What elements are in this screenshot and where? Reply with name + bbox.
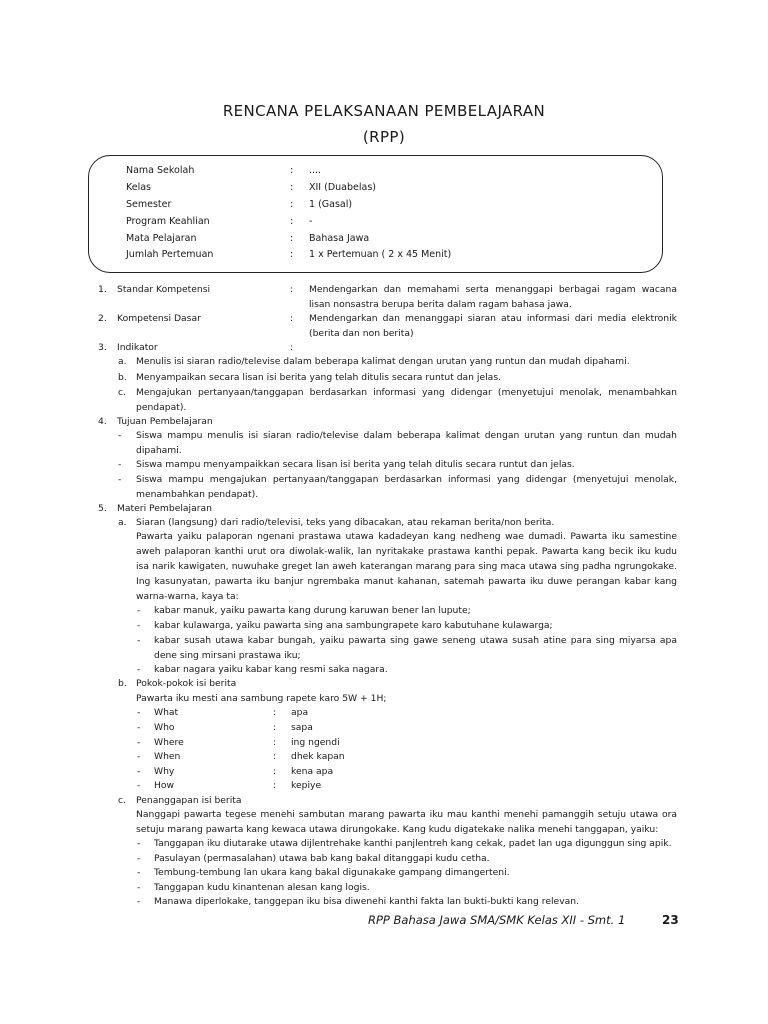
subsection-title: Penanggapan isi berita [136, 795, 242, 806]
identity-value: XII (Duabelas) [309, 182, 376, 193]
section-colon: : [290, 342, 294, 353]
identity-value: 1 (Gasal) [309, 199, 353, 210]
section-kompetensi-dasar [0, 312, 768, 342]
identity-colon: : [290, 216, 294, 227]
item-marker: b. [118, 372, 127, 383]
wh-answer: sapa [291, 722, 313, 733]
identity-label: Mata Pelajaran [126, 233, 197, 244]
section-standar-kompetensi [0, 283, 768, 313]
bullet-text: Manawa diperlokake, tanggepan iku bisa diwenehi kanthi fakta lan bukti-bukti kang relevan. [154, 896, 580, 907]
bullet-text: kabar susah utawa kabar bungah, yaiku pawarta sing gawe seneng utawa susah atine para sing miyarsa apa dene sing mirsani prastawa iku; [154, 635, 677, 661]
wh-answer: kena apa [291, 766, 334, 777]
section-number: 5. [98, 503, 107, 514]
item-marker: - [118, 430, 122, 441]
wh-answer: ing ngendi [291, 737, 340, 748]
subsection-title: Pokok-pokok isi berita [136, 678, 237, 689]
wh-answer: apa [291, 707, 309, 718]
paragraph: Pawarta iku mesti ana sambung rapete karo 5W + 1H; [136, 693, 387, 704]
item-text: Siswa mampu mengajukan pertanyaan/tanggapan berdasarkan informasi yang didengar (menyetujui menolak, menambahkan pendapat). [136, 474, 677, 500]
identity-label: Program Keahlian [126, 216, 210, 227]
identity-colon: : [290, 199, 294, 210]
document-subtitle: (RPP) [362, 128, 406, 146]
item-marker: a. [118, 517, 127, 528]
item-marker: a. [118, 356, 127, 367]
paragraph: Nanggapi pawarta tegese menehi sambutan marang pawarta iku mau kanthi menehi pamanggih setuju utawa ora setuju marang pawarta kang kewaca utawa dirungokake. Kang kudu digatekake nalika menehi tanggapan, yaiku: [136, 809, 677, 835]
item-text: Mengajukan pertanyaan/tanggapan berdasarkan informasi yang didengar (menyetujui menolak, menambahkan pendapat). [136, 387, 677, 413]
item-text: Menyampaikan secara lisan isi berita yang telah ditulis secara runtut dan jelas. [136, 372, 502, 383]
bullet-text: kabar nagara yaiku kabar kang resmi saka nagara. [154, 664, 388, 675]
subsection-title: Siaran (langsung) dari radio/televisi, teks yang dibacakan, atau rekaman berita/non berita. [136, 517, 555, 528]
identity-colon: : [290, 249, 294, 260]
section-number: 4. [98, 416, 107, 427]
item-marker: c. [118, 795, 126, 806]
bullet-text: Tanggapan kudu kinantenan alesan kang logis. [154, 882, 370, 893]
section-value: Mendengarkan dan menanggapi siaran atau informasi dari media elektronik (berita dan non berita) [309, 313, 677, 339]
item-text: Siswa mampu menyampaikkan secara lisan isi berita yang telah ditulis secara runtut dan jelas. [136, 459, 575, 470]
wh-question: Who [154, 722, 175, 733]
item-text: Menulis isi siaran radio/televise dalam beberapa kalimat dengan urutan yang runtun dan mudah dipahami. [136, 356, 630, 367]
bullet-text: kabar kulawarga, yaiku pawarta sing ana sambungrapete karo kabutuhane kulawarga; [154, 620, 553, 631]
section-label: Materi Pembelajaran [117, 503, 212, 514]
item-marker: - [118, 459, 122, 470]
section-label: Tujuan Pembelajaran [117, 416, 213, 427]
wh-question: When [154, 751, 181, 762]
bullet-text: Pasulayan (permasalahan) utawa bab kang bakal ditanggapi kudu cetha. [154, 853, 490, 864]
item-marker: c. [118, 387, 126, 398]
document-title: RENCANA PELAKSANAAN PEMBELAJARAN [222, 102, 546, 120]
section-label: Standar Kompetensi [117, 284, 211, 295]
section-label: Kompetensi Dasar [117, 313, 201, 324]
footer-text: RPP Bahasa Jawa SMA/SMK Kelas XII - Smt. 1 [368, 913, 626, 927]
section-number: 1. [98, 284, 107, 295]
identity-colon: : [290, 233, 294, 244]
item-marker: - [118, 474, 122, 485]
section-tujuan-pembelajaran [0, 415, 768, 430]
wh-question: Why [154, 766, 175, 777]
section-number: 3. [98, 342, 107, 353]
section-indikator [0, 341, 768, 356]
wh-answer: kepiye [291, 780, 322, 791]
wh-question: How [154, 780, 175, 791]
identity-colon: : [290, 182, 294, 193]
item-marker: b. [118, 678, 127, 689]
identity-label: Semester [126, 199, 172, 210]
section-colon: : [290, 284, 294, 295]
page-number: 23 [662, 913, 679, 927]
identity-label: Jumlah Pertemuan [126, 249, 214, 260]
bullet-text: Tanggapan iku diutarake utawa dijlentrehake kanthi panjlentreh kang cekak, padet lan uga digunggun sing apik. [154, 838, 672, 849]
identity-colon: : [290, 165, 294, 176]
wh-question: Where [154, 737, 184, 748]
section-number: 2. [98, 313, 107, 324]
item-text: Siswa mampu menulis isi siaran radio/televise dalam beberapa kalimat dengan urutan yang runtun dan mudah dipahami. [136, 430, 677, 456]
section-label: Indikator [117, 342, 158, 353]
paragraph: Pawarta yaiku palaporan ngenani prastawa utawa kadadeyan kang nedheng wae dumadi. Pawarta iku samestine aweh palaporan kanthi urut ora diwolak-walik, lan nyritakake prastawa kanthi pepak. Pawarta kang becik iku kudu isa narik kawigaten, nuwuhake greget lan aweh katerangan marang para sing maca utawa sing padha ngrungokake. Ing kasunyatan, pawarta iku banjur ngrembaka manut kahanan, satemah pawarta iku duwe perangan kabar kang warna-warna, kaya ta: [136, 531, 677, 602]
identity-value: - [309, 216, 313, 227]
identity-label: Nama Sekolah [126, 165, 195, 176]
wh-answer: dhek kapan [291, 751, 345, 762]
section-colon: : [290, 313, 294, 324]
identity-value: .... [309, 165, 322, 176]
document-page: RENCANA PELAKSANAAN PEMBELAJARAN (RPP) Nama Sekolah : .... Kelas : XII (Duabelas) Semester : 1 (Gasal) Program Keahlian : - Mata Pelajaran : Bahasa Jawa Jumlah Pertemuan : 1 x Pertemuan ( 2 x 45 Menit) 1. Standar Kompetensi : Mendengarkan dan memahami serta menanggapi berbagai ragam wacana lisan nonsastra berupa berita dalam ragam bahasa jawa. 2. Kompetensi Dasar : Mendengarkan dan menanggapi siaran atau informasi dari media elektronik (berita dan non berita) 3. Indikator : a. Menulis isi siaran radio/televise dalam beberapa kalimat dengan urutan yang runtun dan mudah dipahami. b. Menyampaikan secara lisan isi berita yang telah ditulis secara runtut dan jelas. c. Mengajukan pertanyaan/tanggapan berdasarkan informasi yang didengar (menyetujui menolak, menambahkan pendapat). 4. Tujuan Pembelajaran - Siswa mampu menulis isi siaran radio/televise dalam beberapa kalimat dengan urutan yang runtun dan mudah dipahami. - Siswa mampu menyampaikkan secara lisan isi berita yang telah ditulis secara runtut dan jelas. - Siswa mampu mengajukan pertanyaan/tanggapan berdasarkan informasi yang didengar (menyetujui menolak, menambahkan pendapat). 5. Materi Pembelajaran a. Siaran (langsung) dari radio/televisi, teks yang dibacakan, atau rekaman berita/non berita. Pawarta yaiku palaporan ngenani prastawa utawa kadadeyan kang nedheng wae dumadi. Pawarta iku samestine aweh palaporan kanthi urut ora diwolak-walik, lan nyritakake prastawa kanthi pepak. Pawarta kang becik iku kudu isa narik kawigaten, nuwuhake greget lan aweh katerangan marang para sing maca utawa sing padha ngrungokake. Ing kasunyatan, pawarta iku banjur ngrembaka manut kahanan, satemah pawarta iku duwe perangan kabar kang warna-warna, kaya ta: - kabar manuk, yaiku pawarta kang durung karuwan bener lan lupute; - kabar kulawarga, yaiku pawarta sing ana sambungrapete karo kabutuhane kulawarga; - kabar susah utawa kabar bungah, yaiku pawarta sing gawe seneng utawa susah atine para sing miyarsa apa dene sing mirsani prastawa iku; - kabar nagara yaiku kabar kang resmi saka nagara. b. Pokok-pokok isi berita Pawarta iku mesti ana sambung rapete karo 5W + 1H; - What : apa - Who : sapa - Where : ing ngendi - When : dhek kapan - Why : kena apa - How : kepiye c. Penanggapan isi berita Nanggapi pawarta tegese menehi sambutan marang pawarta iku mau kanthi menehi pamanggih setuju utawa ora setuju marang pawarta kang kewaca utawa dirungokake. Kang kudu digatekake nalika menehi tanggapan, yaiku: - Tanggapan iku diutarake utawa dijlentrehake kanthi panjlentreh kang cekak, padet lan uga digunggun sing apik. - Pasulayan (permasalahan) utawa bab kang bakal ditanggapi kudu cetha. - Tembung-tembung lan ukara kang bakal digunakake gampang dimangerteni. - Tanggapan kudu kinantenan alesan kang logis. - Manawa diperlokake, tanggepan iku bisa diwenehi kanthi fakta lan bukti-bukti kang relevan. RPP Bahasa Jawa SMA/SMK Kelas XII - Smt. 1 23 [0, 0, 768, 1024]
section-value: Mendengarkan dan memahami serta menanggapi berbagai ragam wacana lisan nonsastra berupa berita dalam ragam bahasa jawa. [309, 284, 677, 310]
identity-value: Bahasa Jawa [309, 233, 370, 244]
wh-question: What [154, 707, 179, 718]
identity-value: 1 x Pertemuan ( 2 x 45 Menit) [309, 249, 452, 260]
bullet-text: Tembung-tembung lan ukara kang bakal digunakake gampang dimangerteni. [154, 867, 510, 878]
identity-label: Kelas [126, 182, 152, 193]
bullet-text: kabar manuk, yaiku pawarta kang durung karuwan bener lan lupute; [154, 605, 471, 616]
section-materi-pembelajaran [0, 502, 768, 517]
